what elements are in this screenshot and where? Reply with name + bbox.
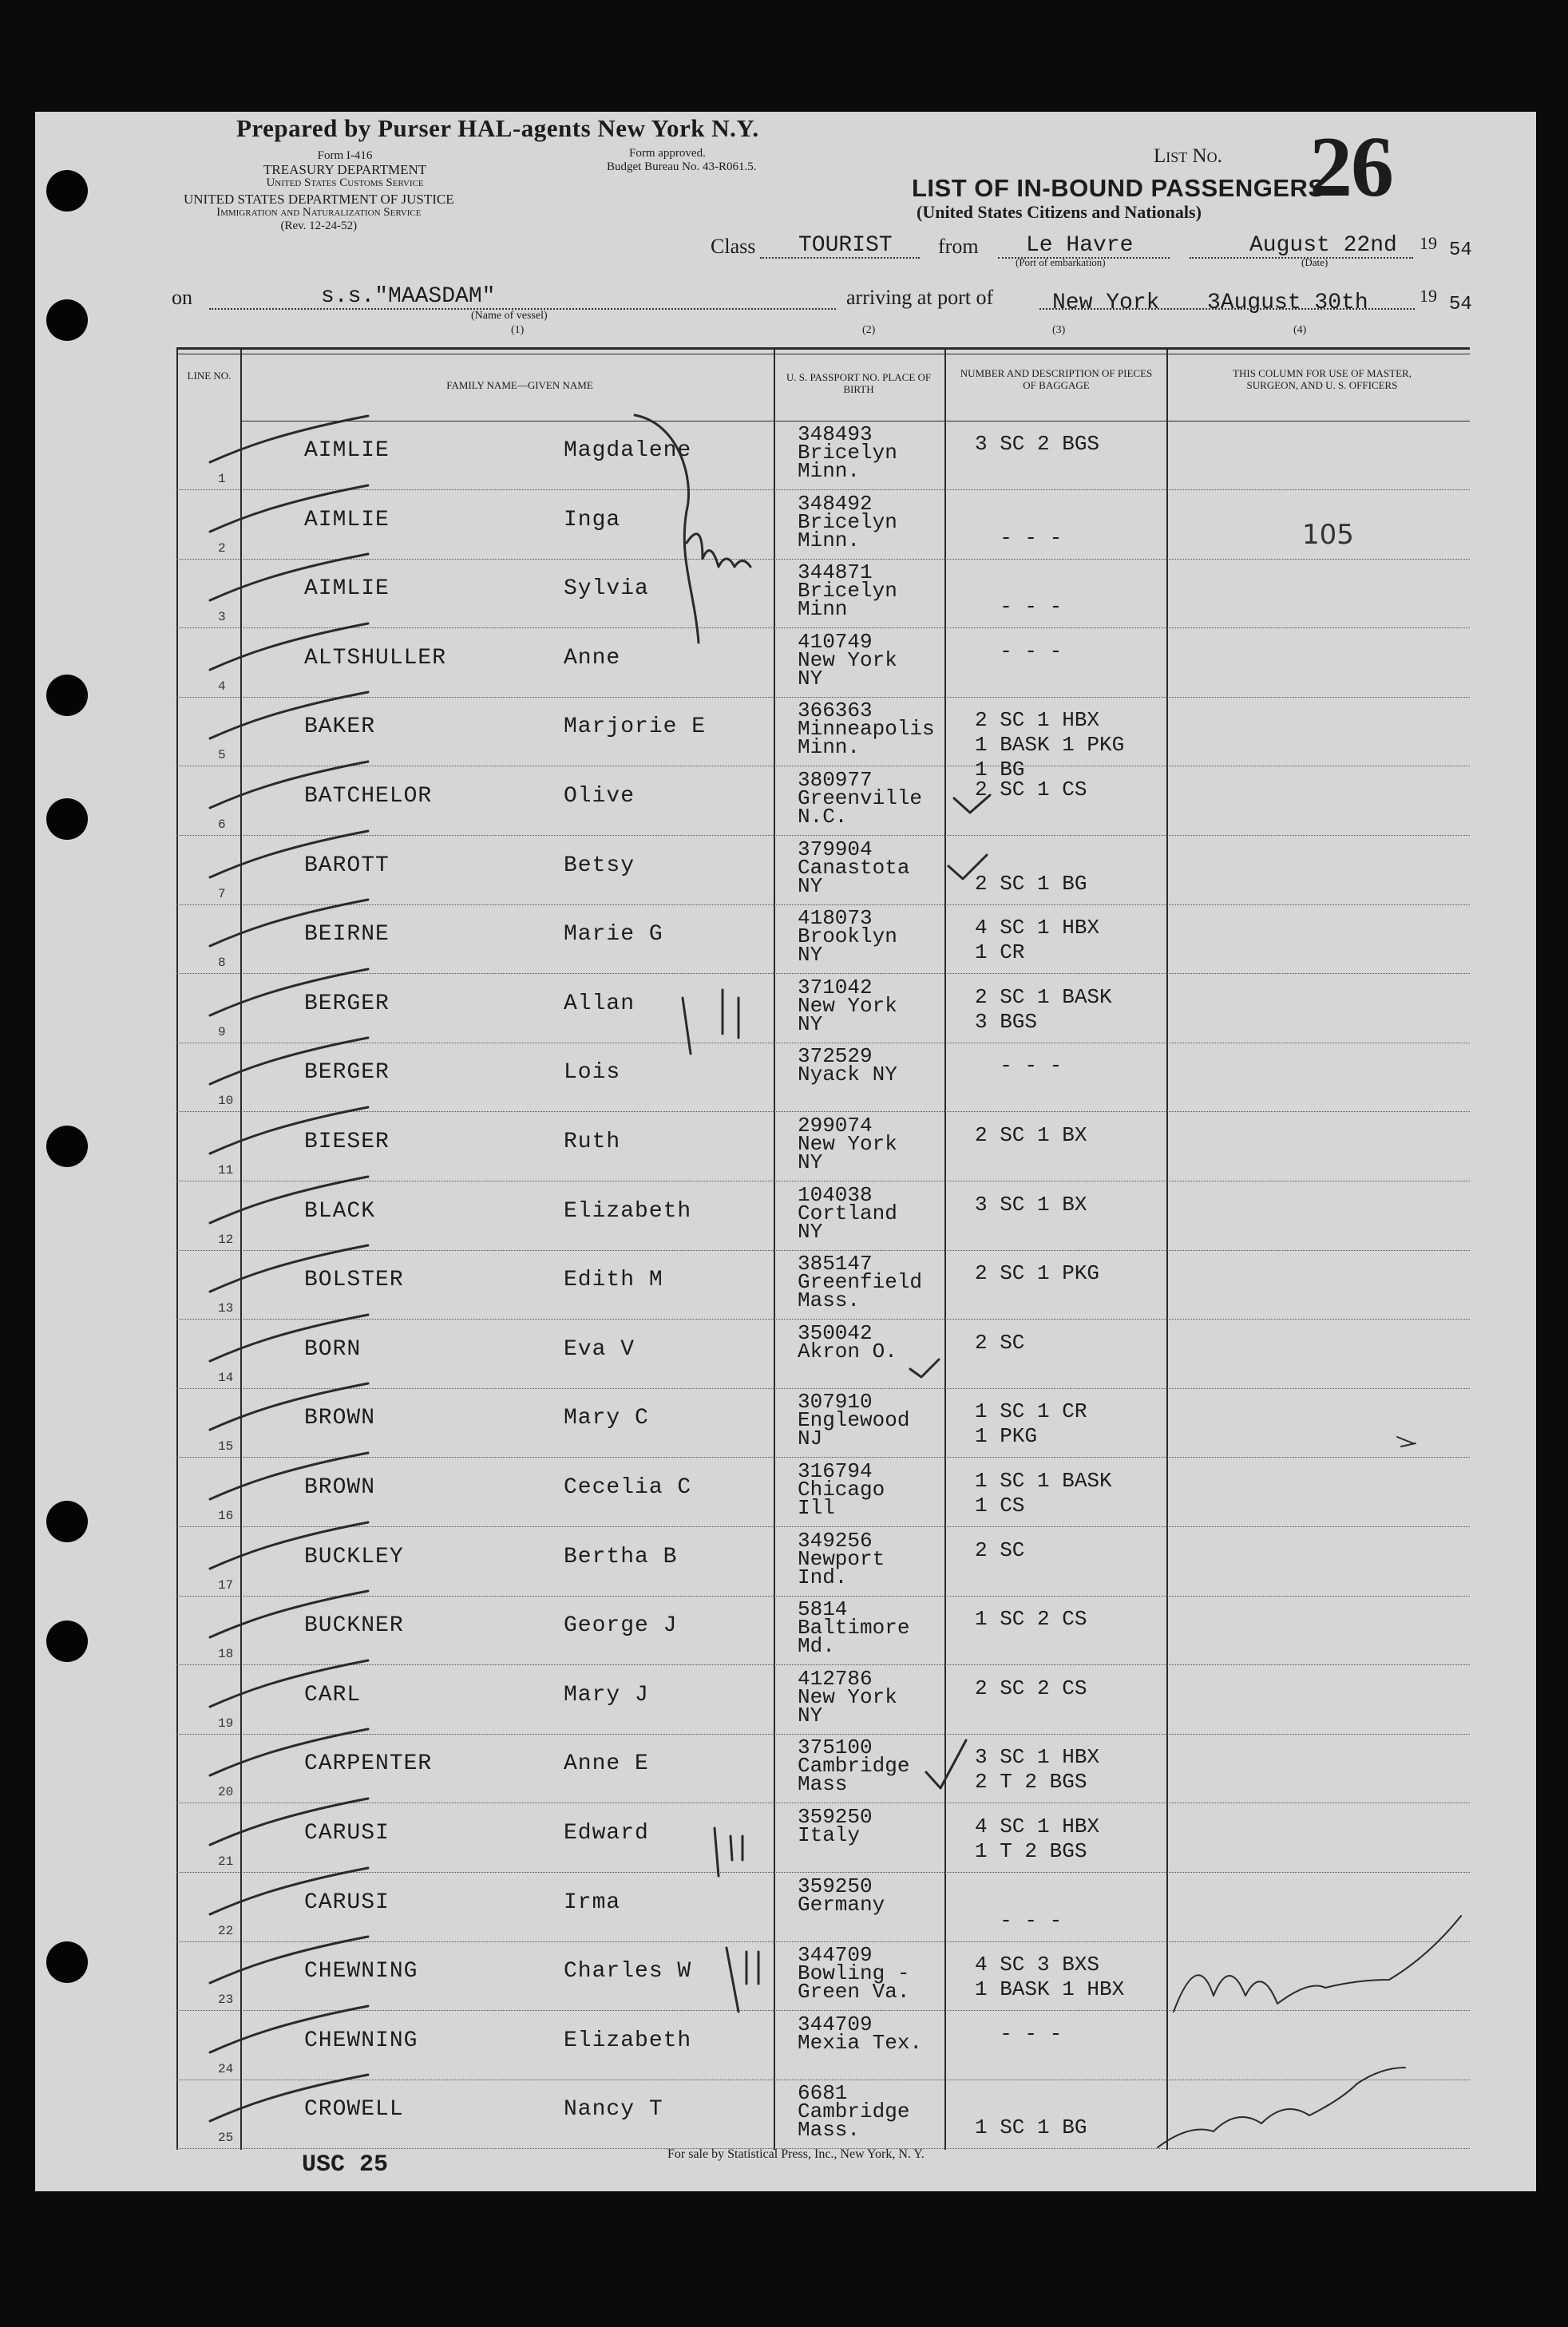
column-number-4: (4) xyxy=(1293,324,1307,336)
baggage-description: 2 SC 1 CS xyxy=(975,778,1087,801)
list-number: 26 xyxy=(1309,120,1392,215)
family-name: BROWN xyxy=(304,1406,376,1431)
passport-birthplace: 372529 Nyack NY xyxy=(798,1044,897,1087)
passport-birthplace: 412786 New York NY xyxy=(798,1666,897,1727)
baggage-description: 2 SC xyxy=(975,1537,1025,1562)
family-name: BORN xyxy=(304,1336,362,1362)
baggage-description: 3 SC 1 BX xyxy=(975,1192,1087,1217)
given-name: Elizabeth xyxy=(564,1198,692,1224)
baggage-description: - - - xyxy=(975,1054,1063,1078)
family-name: AIMLIE xyxy=(304,438,390,463)
line-number: 15 xyxy=(218,1439,234,1454)
passport-birthplace: 380977 Greenville N.C. xyxy=(798,768,923,829)
given-name: George J xyxy=(564,1613,678,1639)
column-header-baggage: NUMBER AND DESCRIPTION OF PIECES OF BAGGAGE xyxy=(960,367,1153,391)
from-label: from xyxy=(938,235,979,258)
line-number: 14 xyxy=(218,1370,234,1385)
family-name: BLACK xyxy=(304,1198,376,1224)
baggage-description: 1 SC 2 CS xyxy=(975,1607,1087,1632)
given-name: Mary C xyxy=(564,1406,649,1431)
arrival-year: 54 xyxy=(1449,294,1472,315)
column-header-line-no: LINE NO. xyxy=(187,370,232,382)
family-name: AIMLIE xyxy=(304,576,390,602)
line-number: 8 xyxy=(218,956,226,971)
line-number: 2 xyxy=(218,540,226,556)
passport-birthplace: 307910 Englewood NJ xyxy=(798,1390,910,1451)
line-number: 9 xyxy=(218,1024,226,1039)
officer-note: 105 xyxy=(1302,519,1354,551)
passport-birthplace: 348492 Bricelyn Minn. xyxy=(798,491,897,552)
passport-birthplace: 410749 New York NY xyxy=(798,629,897,691)
line-number: 18 xyxy=(218,1647,234,1662)
passport-birthplace: 344709 Bowling - Green Va. xyxy=(798,1943,910,2004)
given-name: Marie G xyxy=(564,922,663,948)
given-name: Lois xyxy=(564,1060,621,1086)
baggage-description: - - - xyxy=(975,2021,1063,2046)
family-name: CARUSI xyxy=(304,1890,390,1915)
given-name: Edward xyxy=(564,1821,649,1846)
family-name: CROWELL xyxy=(304,2097,404,2123)
document-subtitle: (United States Citizens and Nationals) xyxy=(917,202,1202,222)
printer-credit: For sale by Statistical Press, Inc., New York, N. Y. xyxy=(667,2147,925,2161)
baggage-description: 2 SC 1 BASK 3 BGS xyxy=(975,984,1112,1034)
baggage-description: 2 SC 1 BX xyxy=(975,1123,1087,1147)
baggage-description: 3 SC 2 BGS xyxy=(975,432,1100,456)
given-name: Sylvia xyxy=(564,576,649,602)
department-name: UNITED STATES DEPARTMENT OF JUSTICE xyxy=(184,192,454,207)
given-name: Magdalene xyxy=(564,438,692,463)
line-number: 23 xyxy=(218,1993,234,2008)
family-name: BEIRNE xyxy=(304,922,390,948)
family-name: BUCKLEY xyxy=(304,1544,404,1569)
family-name: BOLSTER xyxy=(304,1268,404,1293)
line-number: 17 xyxy=(218,1577,234,1593)
given-name: Anne xyxy=(564,645,621,671)
given-name: Inga xyxy=(564,507,621,532)
family-name: BAROTT xyxy=(304,853,390,878)
departure-year: 54 xyxy=(1449,239,1472,261)
passport-birthplace: 344871 Bricelyn Minn xyxy=(798,560,897,622)
port-of-embarkation: Le Havre xyxy=(1026,233,1134,258)
family-name: BUCKNER xyxy=(304,1613,404,1639)
document-title: LIST OF IN-BOUND PASSENGERS xyxy=(912,174,1325,202)
given-name: Ruth xyxy=(564,1130,621,1154)
list-no-label: List No. xyxy=(1154,145,1222,167)
given-name: Eva V xyxy=(564,1336,636,1362)
family-name: ALTSHULLER xyxy=(304,645,447,671)
port-of-arrival: New York xyxy=(1052,291,1160,315)
arrival-date: 3August 30th xyxy=(1207,291,1368,315)
port-embark-caption: (Port of embarkation) xyxy=(1016,256,1106,268)
passport-birthplace: 385147 Greenfield Mass. xyxy=(798,1252,923,1313)
customs-label: United States Customs Service xyxy=(266,176,424,189)
line-number: 16 xyxy=(218,1509,234,1523)
year-prefix: 19 xyxy=(1420,233,1437,253)
given-name: Elizabeth xyxy=(564,2028,692,2053)
line-number: 25 xyxy=(218,2131,234,2146)
baggage-description: 2 SC 1 BG xyxy=(975,871,1087,896)
column-header-officers: THIS COLUMN FOR USE OF MASTER, SURGEON, AND U. S. OFFICERS xyxy=(1233,367,1412,391)
given-name: Marjorie E xyxy=(564,714,707,740)
column-number-1: (1) xyxy=(511,324,525,336)
departure-date: August 22nd xyxy=(1249,233,1397,258)
passport-birthplace: 349256 Newport Ind. xyxy=(798,1528,885,1589)
class-value: TOURIST xyxy=(798,233,893,258)
baggage-description: 2 SC 2 CS xyxy=(975,1676,1087,1700)
family-name: BERGER xyxy=(304,1060,390,1086)
passport-birthplace: 344709 Mexia Tex. xyxy=(798,2012,923,2055)
on-label: on xyxy=(172,286,192,309)
class-label: Class xyxy=(711,235,756,258)
vessel-caption: (Name of vessel) xyxy=(471,310,548,322)
baggage-description: 2 SC 1 PKG xyxy=(975,1261,1100,1286)
baggage-description: - - - xyxy=(975,639,1063,663)
line-number: 5 xyxy=(218,748,226,763)
date-caption: (Date) xyxy=(1301,256,1328,268)
line-number: 24 xyxy=(218,2061,234,2076)
given-name: Charles W xyxy=(564,1959,692,1985)
family-name: CHEWNING xyxy=(304,1959,418,1985)
family-name: BIESER xyxy=(304,1130,390,1154)
passport-birthplace: 375100 Cambridge Mass xyxy=(798,1735,910,1797)
passport-birthplace: 348493 Bricelyn Minn. xyxy=(798,422,897,483)
given-name: Mary J xyxy=(564,1682,649,1708)
passport-birthplace: 350042 Akron O. xyxy=(798,1320,897,1363)
line-number: 20 xyxy=(218,1785,234,1800)
baggage-description: 4 SC 1 HBX 1 CR xyxy=(975,916,1100,965)
given-name: Nancy T xyxy=(564,2097,663,2123)
form-number: Form I-416 xyxy=(317,149,373,162)
baggage-description: - - - xyxy=(1000,595,1063,619)
baggage-description: 2 SC xyxy=(975,1330,1025,1355)
passport-birthplace: 6681 Cambridge Mass. xyxy=(798,2081,910,2143)
line-number: 7 xyxy=(218,886,226,901)
family-name: AIMLIE xyxy=(304,507,390,532)
family-name: CARPENTER xyxy=(304,1751,433,1777)
line-number: 1 xyxy=(218,472,226,486)
given-name: Anne E xyxy=(564,1751,649,1777)
line-number: 6 xyxy=(218,817,226,832)
given-name: Bertha B xyxy=(564,1544,678,1569)
passport-birthplace: 379904 Canastota NY xyxy=(798,837,910,898)
baggage-description: 4 SC 1 HBX 1 T 2 BGS xyxy=(975,1815,1100,1863)
line-number: 3 xyxy=(218,610,226,625)
baggage-description: 1 SC 1 BASK 1 CS xyxy=(975,1469,1112,1518)
passport-birthplace: 359250 Italy xyxy=(798,1805,873,1847)
baggage-description: - - - xyxy=(1000,525,1063,550)
family-name: CHEWNING xyxy=(304,2028,418,2053)
baggage-description: - - - xyxy=(1000,1908,1063,1933)
revision-date: (Rev. 12-24-52) xyxy=(280,220,358,232)
passport-birthplace: 316794 Chicago Ill xyxy=(798,1459,885,1520)
family-name: BROWN xyxy=(304,1475,376,1500)
baggage-description: 1 SC 1 BG xyxy=(975,2115,1087,2140)
line-number: 19 xyxy=(218,1716,234,1731)
family-name: BAKER xyxy=(304,714,376,740)
column-header-passport: U. S. PASSPORT NO. PLACE OF BIRTH xyxy=(786,371,932,395)
passport-birthplace: 366363 Minneapolis Minn. xyxy=(798,698,935,760)
given-name: Olive xyxy=(564,784,636,809)
line-number: 22 xyxy=(218,1923,234,1938)
budget-bureau-line: Budget Bureau No. 43-R061.5. xyxy=(607,160,757,173)
ins-name: Immigration and Naturalization Service xyxy=(216,206,422,219)
line-number: 11 xyxy=(218,1163,234,1177)
family-name: BATCHELOR xyxy=(304,784,433,809)
given-name: Edith M xyxy=(564,1268,663,1293)
approval-line: Form approved. xyxy=(629,147,706,160)
line-number: 12 xyxy=(218,1232,234,1247)
family-name: CARUSI xyxy=(304,1821,390,1846)
baggage-description: 4 SC 3 BXS 1 BASK 1 HBX xyxy=(975,1953,1125,2002)
baggage-description: 2 SC 1 HBX 1 BASK 1 PKG 1 BG xyxy=(975,708,1125,782)
passport-birthplace: 418073 Brooklyn NY xyxy=(798,906,897,968)
passport-birthplace: 5814 Baltimore Md. xyxy=(798,1597,910,1659)
vessel-name: s.s."MAASDAM" xyxy=(321,284,496,309)
year-prefix: 19 xyxy=(1420,286,1437,306)
line-number: 13 xyxy=(218,1301,234,1316)
column-number-3: (3) xyxy=(1052,324,1066,336)
passport-birthplace: 371042 New York NY xyxy=(798,975,897,1036)
baggage-description: 3 SC 1 HBX 2 T 2 BGS xyxy=(975,1745,1100,1795)
column-header-name: FAMILY NAME—GIVEN NAME xyxy=(446,379,593,391)
family-name: BERGER xyxy=(304,991,390,1016)
line-number: 4 xyxy=(218,679,226,694)
family-name: CARL xyxy=(304,1682,362,1708)
column-number-2: (2) xyxy=(862,324,876,336)
baggage-description: 1 SC 1 CR 1 PKG xyxy=(975,1399,1087,1449)
given-name: Irma xyxy=(564,1890,621,1915)
given-name: Cecelia C xyxy=(564,1475,692,1500)
given-name: Allan xyxy=(564,991,636,1016)
arriving-label: arriving at port of xyxy=(846,286,994,309)
passport-birthplace: 299074 New York NY xyxy=(798,1114,897,1174)
prepared-by-line: Prepared by Purser HAL-agents New York N.Y. xyxy=(236,114,759,142)
line-number: 21 xyxy=(218,1854,234,1869)
given-name: Betsy xyxy=(564,853,636,878)
usc-mark: USC 25 xyxy=(302,2151,389,2179)
passport-birthplace: 104038 Cortland NY xyxy=(798,1182,897,1244)
line-number: 10 xyxy=(218,1094,234,1109)
treasury-label: TREASURY DEPARTMENT xyxy=(263,162,427,177)
passport-birthplace: 359250 Germany xyxy=(798,1874,885,1917)
